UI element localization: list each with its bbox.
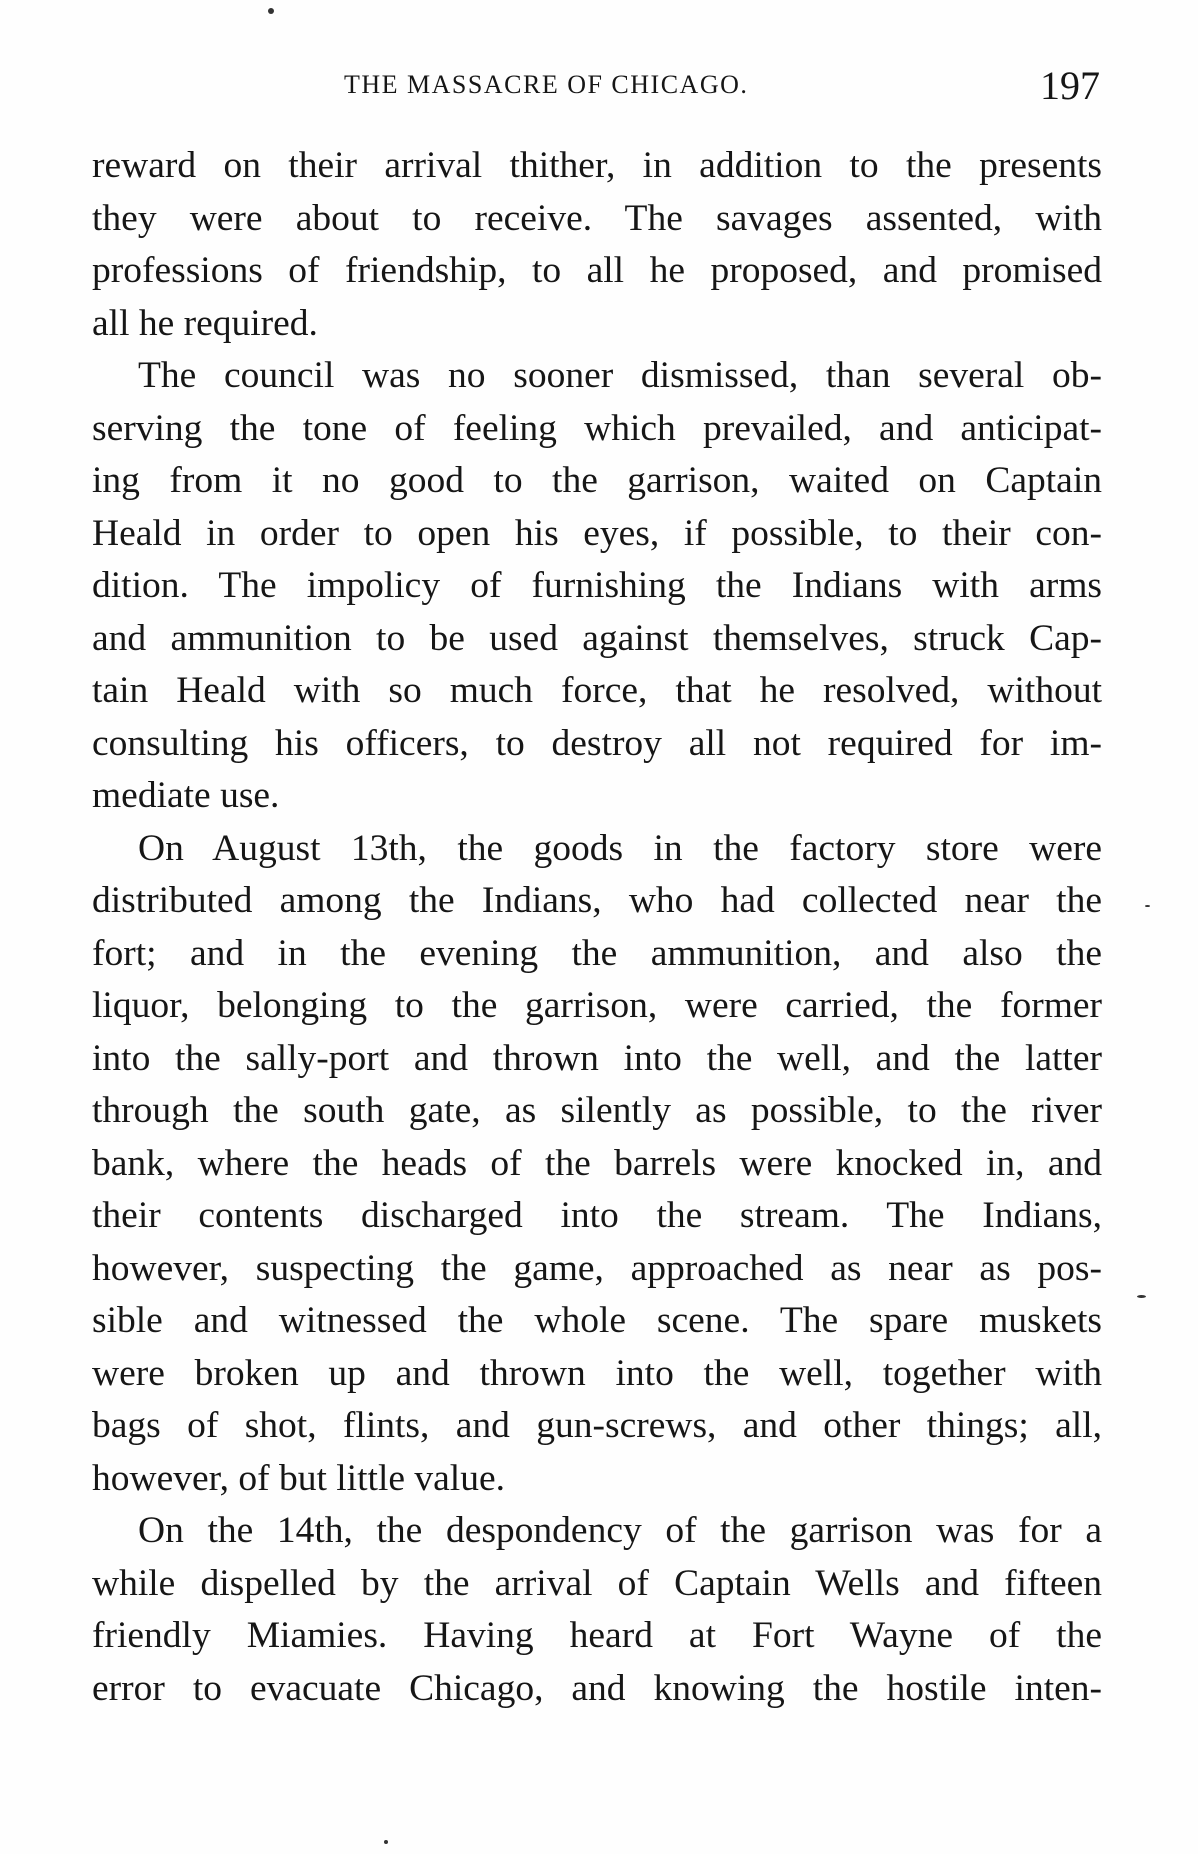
text-line: sible and witnessed the whole scene. The spare muskets: [92, 1300, 1102, 1341]
text-line: On the 14th, the despondency of the garrison was for a: [138, 1510, 1102, 1551]
text-line: bank, where the heads of the barrels were knocked in, and: [92, 1142, 1102, 1184]
text-line: liquor, belonging to the garrison, were carried, the former: [92, 985, 1102, 1026]
print-speck: [1137, 1295, 1146, 1298]
print-speck: [384, 1840, 388, 1844]
text-line: consulting his officers, to destroy all not required for im-: [92, 722, 1102, 764]
text-line: were broken up and thrown into the well, together with: [92, 1352, 1102, 1394]
text-line: however, of but little value.: [92, 1457, 505, 1499]
paragraph: [92, 1505, 1102, 1715]
text-line: professions of friendship, to all he proposed, and promised: [92, 250, 1102, 291]
page-number: 197: [1040, 63, 1100, 108]
text-line: however, suspecting the game, approached as near as pos-: [92, 1247, 1102, 1289]
text-line: into the sally-port and thrown into the well, and the latter: [92, 1037, 1102, 1079]
paragraph: [92, 823, 1102, 1506]
text-line: reward on their arrival thither, in addition to the presents: [92, 145, 1102, 186]
text-line: On August 13th, the goods in the factory store were: [138, 827, 1102, 869]
running-head: [92, 62, 1100, 112]
text-line: tain Heald with so much force, that he resolved, without: [92, 670, 1102, 711]
print-speck: [268, 8, 274, 14]
body-text: [92, 140, 1102, 1715]
text-line: their contents discharged into the stream. The Indians,: [92, 1195, 1102, 1236]
text-line: serving the tone of feeling which prevailed, and anticipat-: [92, 407, 1102, 449]
text-line: The council was no sooner dismissed, than several ob-: [138, 355, 1102, 396]
text-line: through the south gate, as silently as possible, to the river: [92, 1090, 1102, 1131]
text-line: friendly Miamies. Having heard at Fort Wayne of the: [92, 1615, 1102, 1656]
text-line: bags of shot, flints, and gun-screws, and other things; all,: [92, 1405, 1102, 1446]
text-line: and ammunition to be used against themselves, struck Cap-: [92, 617, 1102, 659]
running-title: THE MASSACRE OF CHICAGO.: [344, 70, 749, 99]
text-line: ing from it no good to the garrison, waited on Captain: [92, 460, 1102, 501]
text-line: all he required.: [92, 302, 318, 344]
paragraph: [92, 350, 1102, 823]
paragraph: [92, 140, 1102, 350]
text-line: they were about to receive. The savages assented, with: [92, 197, 1102, 239]
text-line: dition. The impolicy of furnishing the Indians with arms: [92, 565, 1102, 606]
print-speck: [1145, 905, 1150, 907]
text-line: Heald in order to open his eyes, if possible, to their con-: [92, 512, 1102, 554]
text-line: error to evacuate Chicago, and knowing the hostile inten-: [92, 1667, 1102, 1709]
text-line: distributed among the Indians, who had collected near the: [92, 880, 1102, 921]
text-line: while dispelled by the arrival of Captain Wells and fifteen: [92, 1562, 1102, 1604]
text-line: fort; and in the evening the ammunition, and also the: [92, 932, 1102, 974]
text-line: mediate use.: [92, 775, 280, 816]
